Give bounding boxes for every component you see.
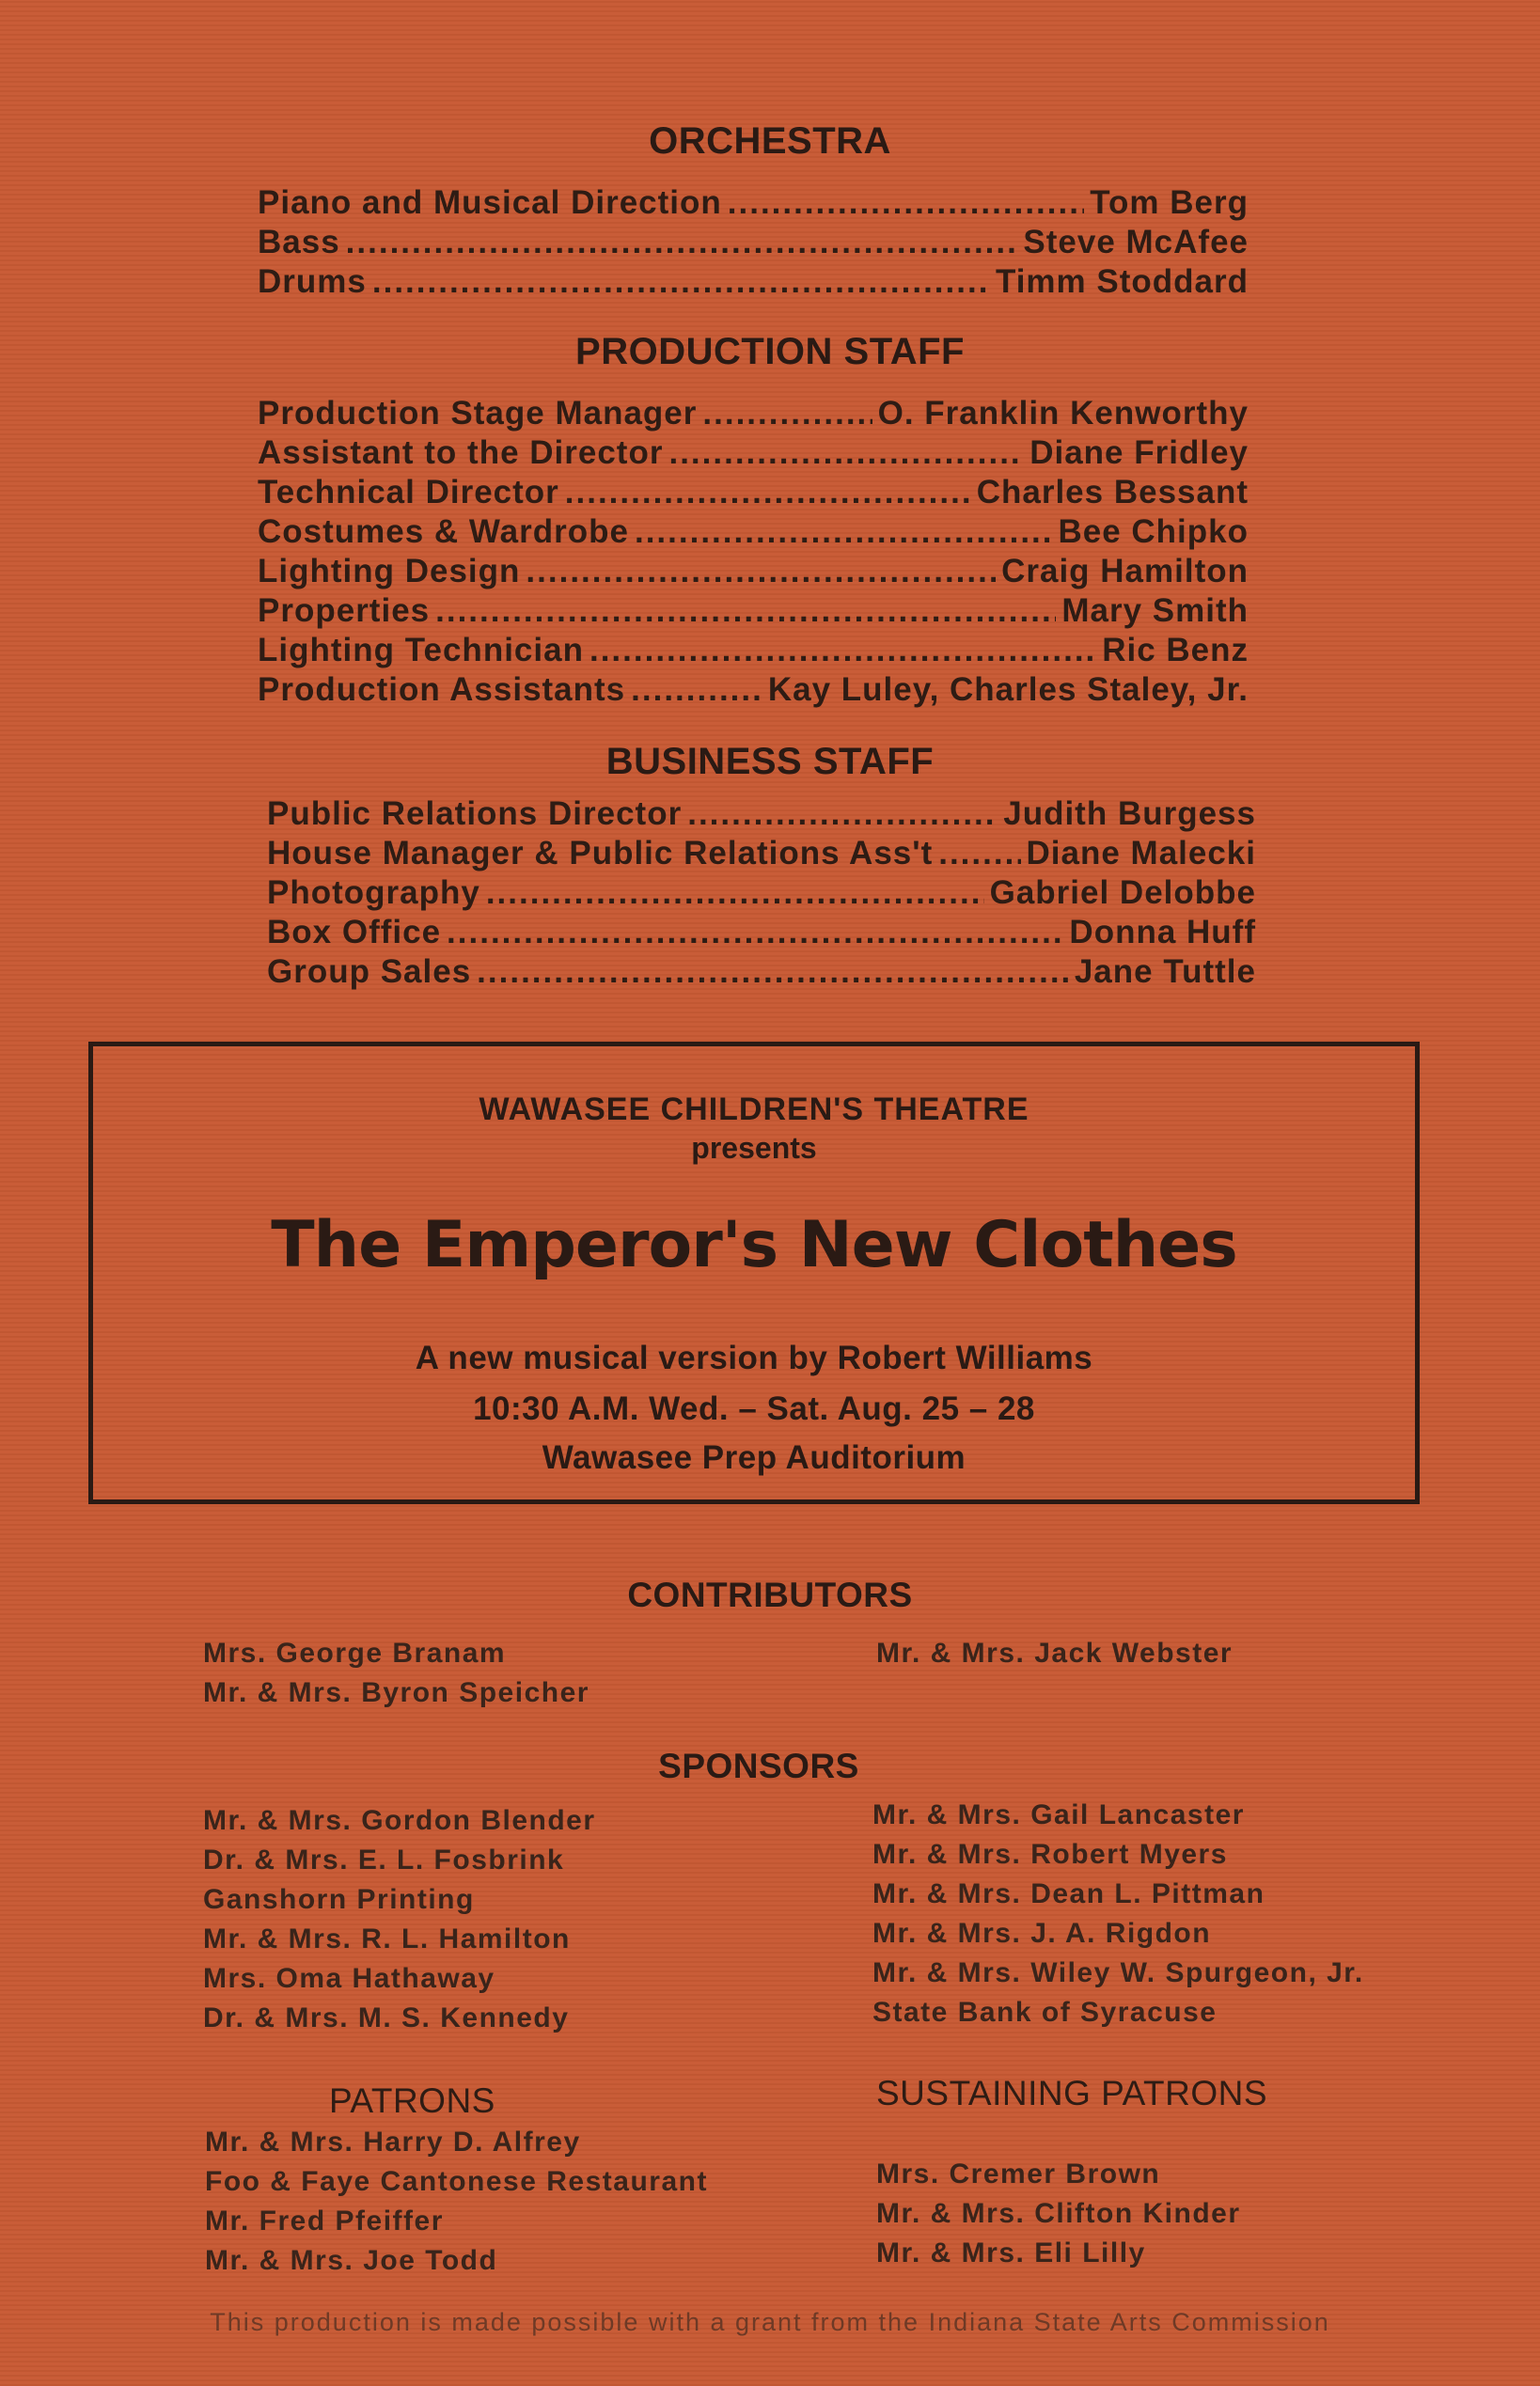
leader-dots [728, 184, 1084, 222]
credit-name: O. Franklin Kenworthy [877, 395, 1249, 432]
credit-row [258, 513, 1249, 553]
leader-dots [938, 835, 1020, 872]
sponsors-left-column [203, 1801, 596, 2038]
credit-role: Technical Director [258, 474, 559, 510]
credit-name: Donna Huff [1069, 914, 1256, 950]
credit-row [258, 474, 1249, 513]
sponsor-name: Mr. & Mrs. Robert Myers [872, 1839, 1228, 1870]
contributor-name: Mr. & Mrs. Byron Speicher [203, 1677, 589, 1708]
leader-dots [631, 671, 762, 709]
credit-row [267, 874, 1256, 914]
credit-role: Lighting Technician [258, 632, 584, 668]
credit-role: Production Assistants [258, 671, 626, 708]
credit-role: Lighting Design [258, 553, 521, 589]
leader-dots [589, 632, 1096, 669]
credit-name: Ric Benz [1102, 632, 1249, 668]
credit-role: Group Sales [267, 953, 472, 990]
sponsors-heading: SPONSORS [658, 1747, 859, 1785]
sponsor-name: Mr. & Mrs. Dean L. Pittman [872, 1878, 1265, 1909]
leader-dots [687, 795, 998, 833]
credit-name: Kay Luley, Charles Staley, Jr. [767, 671, 1249, 708]
credit-role: Photography [267, 874, 480, 911]
leader-dots [486, 874, 984, 912]
credit-role: Properties [258, 592, 431, 629]
leader-dots [435, 592, 1056, 630]
credit-name: Steve McAfee [1023, 224, 1249, 260]
sponsor-name: State Bank of Syracuse [872, 1997, 1218, 2028]
orchestra-heading: ORCHESTRA [649, 120, 891, 162]
credit-row [267, 835, 1256, 874]
credit-role: Production Stage Manager [258, 395, 698, 432]
credit-row [258, 184, 1249, 224]
sponsor-name: Mr. & Mrs. Gordon Blender [203, 1805, 596, 1836]
sustaining-patron-name: Mr. & Mrs. Eli Lilly [876, 2237, 1146, 2268]
sponsor-name: Dr. & Mrs. E. L. Fosbrink [203, 1844, 565, 1876]
credit-name: Gabriel Delobbe [989, 874, 1256, 911]
presenter-name: WAWASEE CHILDREN'S THEATRE [479, 1091, 1029, 1127]
patron-name: Foo & Faye Cantonese Restaurant [205, 2166, 708, 2197]
sustaining-patrons-column [876, 2155, 1241, 2273]
credit-row [258, 671, 1249, 711]
patrons-column [205, 2123, 708, 2281]
credit-row [258, 632, 1249, 671]
credit-row [258, 553, 1249, 592]
credit-name: Diane Malecki [1026, 835, 1256, 871]
show-dates: 10:30 A.M. Wed. – Sat. Aug. 25 – 28 [473, 1390, 1035, 1427]
sponsor-name: Mr. & Mrs. R. L. Hamilton [203, 1923, 571, 1954]
show-title: The Emperor's New Clothes [271, 1208, 1237, 1282]
credit-row [258, 592, 1249, 632]
sponsor-name: Ganshorn Printing [203, 1884, 475, 1915]
sustaining-patron-name: Mr. & Mrs. Clifton Kinder [876, 2198, 1241, 2229]
sponsor-name: Mr. & Mrs. Gail Lancaster [872, 1799, 1245, 1830]
patron-name: Mr. & Mrs. Joe Todd [205, 2245, 498, 2276]
credit-role: Bass [258, 224, 340, 260]
production-staff-credits [258, 395, 1249, 711]
credit-row [258, 395, 1249, 434]
leader-dots [668, 434, 1024, 472]
leader-dots [635, 513, 1052, 551]
credit-name: Mary Smith [1061, 592, 1249, 629]
credit-row [258, 224, 1249, 263]
contributor-name: Mr. & Mrs. Jack Webster [876, 1638, 1234, 1669]
credit-name: Charles Bessant [976, 474, 1249, 510]
credit-row [267, 795, 1256, 835]
contributor-name: Mrs. George Branam [203, 1638, 507, 1669]
credit-role: Box Office [267, 914, 442, 950]
credit-row [267, 953, 1256, 993]
leader-dots [372, 263, 990, 301]
credit-row [258, 263, 1249, 303]
leader-dots [526, 553, 996, 590]
business-staff-credits [267, 795, 1256, 993]
sponsors-right-column [872, 1796, 1364, 2033]
credit-row [267, 914, 1256, 953]
credit-role: Assistant to the Director [258, 434, 664, 471]
leader-dots [477, 953, 1069, 991]
grant-acknowledgement: This production is made possible with a grant from the Indiana State Arts Commission [210, 2308, 1330, 2336]
show-venue: Wawasee Prep Auditorium [542, 1439, 966, 1476]
credit-row [258, 434, 1249, 474]
sponsor-name: Dr. & Mrs. M. S. Kennedy [203, 2002, 570, 2033]
sponsor-name: Mrs. Oma Hathaway [203, 1963, 495, 1994]
production-staff-heading: PRODUCTION STAFF [575, 331, 965, 372]
patron-name: Mr. & Mrs. Harry D. Alfrey [205, 2127, 581, 2158]
orchestra-credits [258, 184, 1249, 303]
patron-name: Mr. Fred Pfeiffer [205, 2205, 444, 2237]
sustaining-patron-name: Mrs. Cremer Brown [876, 2158, 1161, 2190]
business-staff-heading: BUSINESS STAFF [605, 741, 935, 782]
contributors-right-column [876, 1634, 1233, 1673]
leader-dots [346, 224, 1018, 261]
contributors-left-column [203, 1634, 589, 1713]
credit-name: Craig Hamilton [1001, 553, 1249, 589]
credit-name: Jane Tuttle [1074, 953, 1256, 990]
credit-role: Public Relations Director [267, 795, 683, 832]
sustaining-patrons-heading: SUSTAINING PATRONS [876, 2074, 1268, 2112]
credit-name: Timm Stoddard [995, 263, 1249, 300]
credit-name: Diane Fridley [1029, 434, 1249, 471]
leader-dots [702, 395, 872, 432]
presents-label: presents [691, 1131, 817, 1165]
patrons-heading: PATRONS [329, 2081, 495, 2120]
credit-name: Tom Berg [1090, 184, 1249, 221]
credit-role: Costumes & Wardrobe [258, 513, 629, 550]
show-announcement-box [88, 1042, 1420, 1504]
leader-dots [447, 914, 1063, 951]
credit-role: Drums [258, 263, 367, 300]
contributors-heading: CONTRIBUTORS [627, 1576, 913, 1614]
credit-name: Judith Burgess [1003, 795, 1256, 832]
credit-role: House Manager & Public Relations Ass't [267, 835, 934, 871]
sponsor-name: Mr. & Mrs. J. A. Rigdon [872, 1918, 1212, 1949]
credit-role: Piano and Musical Direction [258, 184, 722, 221]
leader-dots [565, 474, 971, 511]
show-subtitle: A new musical version by Robert Williams [415, 1340, 1093, 1376]
sponsor-name: Mr. & Mrs. Wiley W. Spurgeon, Jr. [872, 1957, 1364, 1988]
credit-name: Bee Chipko [1058, 513, 1249, 550]
